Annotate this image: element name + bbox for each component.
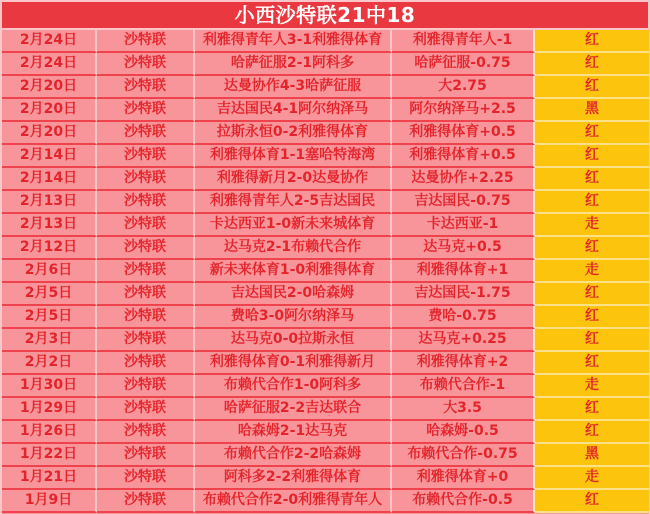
table-row (2, 329, 649, 352)
handicap-pick-cell: 布赖代合作-0.5 (392, 490, 535, 513)
date-cell: 2月20日 (2, 76, 97, 99)
handicap-pick-cell: 费哈-0.75 (392, 306, 535, 329)
league-cell: 沙特联 (97, 214, 195, 237)
table-row (2, 214, 649, 237)
handicap-pick-cell: 哈萨征服-0.75 (392, 53, 535, 76)
result-cell: 红 (535, 145, 649, 168)
handicap-pick-cell: 利雅得青年人-1 (392, 30, 535, 53)
date-cell: 2月20日 (2, 99, 97, 122)
handicap-pick-cell: 阿尔纳泽马+2.5 (392, 99, 535, 122)
league-cell: 沙特联 (97, 306, 195, 329)
league-cell: 沙特联 (97, 260, 195, 283)
table-row (2, 260, 649, 283)
result-cell: 黑 (535, 99, 649, 122)
date-cell: 2月24日 (2, 53, 97, 76)
handicap-pick-cell: 吉达国民-0.75 (392, 191, 535, 214)
date-cell: 2月5日 (2, 306, 97, 329)
league-cell: 沙特联 (97, 444, 195, 467)
table-row (2, 444, 649, 467)
match-score-cell: 布赖代合作2-2哈森姆 (195, 444, 392, 467)
result-cell: 红 (535, 53, 649, 76)
result-cell: 红 (535, 237, 649, 260)
match-score-cell: 利雅得体育1-1塞哈特海湾 (195, 145, 392, 168)
table-row (2, 237, 649, 260)
result-cell: 红 (535, 421, 649, 444)
league-cell: 沙特联 (97, 283, 195, 306)
result-cell: 走 (535, 214, 649, 237)
date-cell: 2月12日 (2, 237, 97, 260)
handicap-pick-cell: 利雅得体育+0.5 (392, 145, 535, 168)
table-row (2, 283, 649, 306)
match-score-cell: 吉达国民4-1阿尔纳泽马 (195, 99, 392, 122)
handicap-pick-cell: 达曼协作+2.25 (392, 168, 535, 191)
handicap-pick-cell: 利雅得体育+0 (392, 467, 535, 490)
match-score-cell: 达马克2-1布赖代合作 (195, 237, 392, 260)
league-cell: 沙特联 (97, 467, 195, 490)
result-cell: 红 (535, 122, 649, 145)
date-cell: 1月30日 (2, 375, 97, 398)
table-row (2, 490, 649, 513)
result-cell: 走 (535, 467, 649, 490)
handicap-pick-cell: 利雅得体育+0.5 (392, 122, 535, 145)
results-table (2, 30, 649, 513)
table-row (2, 53, 649, 76)
match-score-cell: 阿科多2-2利雅得体育 (195, 467, 392, 490)
date-cell: 2月24日 (2, 30, 97, 53)
date-cell: 2月20日 (2, 122, 97, 145)
match-score-cell: 利雅得青年人2-5吉达国民 (195, 191, 392, 214)
result-cell: 红 (535, 398, 649, 421)
match-score-cell: 达曼协作4-3哈萨征服 (195, 76, 392, 99)
match-score-cell: 拉斯永恒0-2利雅得体育 (195, 122, 392, 145)
handicap-pick-cell: 达马克+0.25 (392, 329, 535, 352)
page-title: 小西沙特联21中18 (2, 2, 648, 28)
table-row (2, 421, 649, 444)
league-cell: 沙特联 (97, 122, 195, 145)
date-cell: 2月6日 (2, 260, 97, 283)
date-cell: 1月22日 (2, 444, 97, 467)
table-row (2, 375, 649, 398)
result-cell: 红 (535, 168, 649, 191)
table-row (2, 76, 649, 99)
match-score-cell: 费哈3-0阿尔纳泽马 (195, 306, 392, 329)
match-score-cell: 吉达国民2-0哈森姆 (195, 283, 392, 306)
handicap-pick-cell: 布赖代合作-1 (392, 375, 535, 398)
handicap-pick-cell: 吉达国民-1.75 (392, 283, 535, 306)
match-score-cell: 利雅得青年人3-1利雅得体育 (195, 30, 392, 53)
result-cell: 红 (535, 76, 649, 99)
league-cell: 沙特联 (97, 30, 195, 53)
match-score-cell: 利雅得新月2-0达曼协作 (195, 168, 392, 191)
result-cell: 红 (535, 329, 649, 352)
match-score-cell: 卡达西亚1-0新未来城体育 (195, 214, 392, 237)
match-score-cell: 布赖代合作2-0利雅得青年人 (195, 490, 392, 513)
league-cell: 沙特联 (97, 375, 195, 398)
handicap-pick-cell: 利雅得体育+1 (392, 260, 535, 283)
table-row (2, 30, 649, 53)
result-cell: 走 (535, 375, 649, 398)
table-row (2, 306, 649, 329)
handicap-pick-cell: 大3.5 (392, 398, 535, 421)
league-cell: 沙特联 (97, 237, 195, 260)
result-cell: 红 (535, 283, 649, 306)
table-row (2, 122, 649, 145)
date-cell: 2月13日 (2, 214, 97, 237)
league-cell: 沙特联 (97, 329, 195, 352)
league-cell: 沙特联 (97, 398, 195, 421)
result-cell: 红 (535, 490, 649, 513)
league-cell: 沙特联 (97, 53, 195, 76)
handicap-pick-cell: 布赖代合作-0.75 (392, 444, 535, 467)
table-row (2, 191, 649, 214)
date-cell: 2月14日 (2, 145, 97, 168)
result-cell: 走 (535, 260, 649, 283)
date-cell: 1月26日 (2, 421, 97, 444)
league-cell: 沙特联 (97, 191, 195, 214)
match-score-cell: 哈萨征服2-2吉达联合 (195, 398, 392, 421)
match-score-cell: 达马克0-0拉斯永恒 (195, 329, 392, 352)
result-cell: 黑 (535, 444, 649, 467)
table-row (2, 352, 649, 375)
table-row (2, 145, 649, 168)
match-score-cell: 新未来体育1-0利雅得体育 (195, 260, 392, 283)
league-cell: 沙特联 (97, 352, 195, 375)
league-cell: 沙特联 (97, 168, 195, 191)
date-cell: 2月2日 (2, 352, 97, 375)
match-score-cell: 布赖代合作1-0阿科多 (195, 375, 392, 398)
league-cell: 沙特联 (97, 145, 195, 168)
table-row (2, 99, 649, 122)
result-cell: 红 (535, 306, 649, 329)
handicap-pick-cell: 利雅得体育+2 (392, 352, 535, 375)
league-cell: 沙特联 (97, 99, 195, 122)
match-score-cell: 利雅得体育0-1利雅得新月 (195, 352, 392, 375)
handicap-pick-cell: 哈森姆-0.5 (392, 421, 535, 444)
league-cell: 沙特联 (97, 490, 195, 513)
date-cell: 2月14日 (2, 168, 97, 191)
league-cell: 沙特联 (97, 421, 195, 444)
date-cell: 2月5日 (2, 283, 97, 306)
table-row (2, 168, 649, 191)
handicap-pick-cell: 卡达西亚-1 (392, 214, 535, 237)
table-row (2, 467, 649, 490)
date-cell: 2月3日 (2, 329, 97, 352)
date-cell: 1月29日 (2, 398, 97, 421)
result-cell: 红 (535, 352, 649, 375)
date-cell: 1月9日 (2, 490, 97, 513)
date-cell: 2月13日 (2, 191, 97, 214)
handicap-pick-cell: 大2.75 (392, 76, 535, 99)
handicap-pick-cell: 达马克+0.5 (392, 237, 535, 260)
result-cell: 红 (535, 30, 649, 53)
match-score-cell: 哈森姆2-1达马克 (195, 421, 392, 444)
date-cell: 1月21日 (2, 467, 97, 490)
match-score-cell: 哈萨征服2-1阿科多 (195, 53, 392, 76)
result-cell: 红 (535, 191, 649, 214)
league-cell: 沙特联 (97, 76, 195, 99)
table-row (2, 398, 649, 421)
